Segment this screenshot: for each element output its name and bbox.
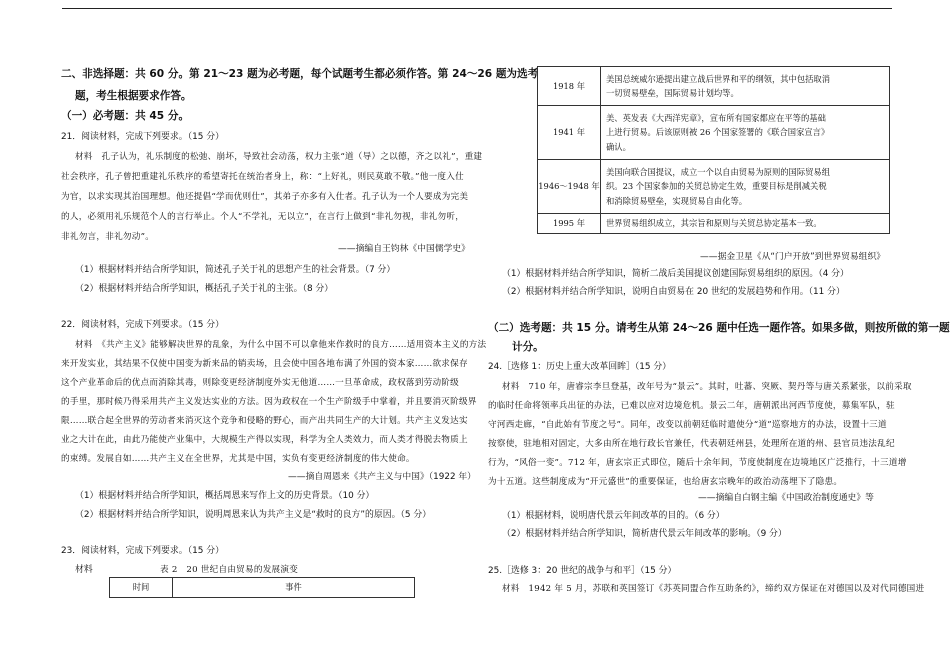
section-heading: 二、非选择题：共 60 分。第 21～23 题为必考题，每个试题考生都必须作答。第 24～26 题为选考 [61, 68, 539, 80]
q23-stem: 23．阅读材料，完成下列要求。（15 分） [61, 546, 224, 556]
q22-material-line: 业之大计在此，由此乃能使产业集中，大规模生产得以实现，科学为全人类效力，而人类才得脱去物质上 [61, 435, 468, 445]
q23-subquestion-1: （1）根据材料并结合所学知识，简析二战后美国提议创建国际贸易组织的原因。（4 分） [502, 269, 849, 279]
q21-subquestion-1: （1）根据材料并结合所学知识，简述孔子关于礼的思想产生的社会背景。（7 分） [75, 265, 396, 275]
q21-material-line: 社会秩序，孔子曾把重建礼乐秩序的希望寄托在统治者身上，称：“上好礼，则民莫敢不敬。”他一度入仕 [61, 172, 464, 182]
q22-material-line: 材料 《共产主义》能够解决世界的乱象，为什么中国不可以拿他来作救时的良方……适用资本主义的方法 [75, 340, 487, 350]
q22-material-line: 这个产业革命后的优点而消除其毒，则除变更经济制度外实无他道……一旦革命成，政权落到劳动阶级 [61, 378, 459, 388]
q23-source: ——据金卫星《从“门户开放”到世界贸易组织》 [700, 252, 886, 262]
col-header-time: 时间 [110, 578, 173, 598]
event-line: 一切贸易壁垒，国际贸易计划均等。 [606, 88, 739, 98]
q24-material-line: 守河西走廊，“自此始有节度之号”。同年，改变以前朝廷临时遣使分“道”巡察地方的办法，设置十三道 [488, 420, 887, 430]
year-cell: 1995 年 [538, 214, 601, 234]
q21-subquestion-2: （2）根据材料并结合所学知识，概括孔子关于礼的主张。（8 分） [75, 284, 334, 294]
q23-material-label: 材料 [75, 565, 93, 575]
q21-material-line: 材料 孔子认为，礼乐制度的松弛、崩坏，导致社会动荡，权力主张“道（导）之以德，齐之以礼”，重建 [75, 152, 483, 162]
q23-events-table [537, 66, 890, 234]
q25-material-line: 材料 1942 年 5 月，苏联和英国签订《苏英同盟合作互助条约》，缔约双方保证在对德国以及对代同德国进 [502, 584, 925, 594]
q24-subquestion-2: （2）根据材料并结合所学知识，简析唐代景云年间改革的影响。（9 分） [502, 529, 787, 539]
subsection-required: （一）必考题：共 45 分。 [61, 110, 190, 122]
col-header-event: 事件 [173, 578, 415, 598]
table-row [538, 214, 890, 234]
q21-source: ——摘编自王钧林《中国儒学史》 [338, 244, 470, 254]
q22-subquestion-1: （1）根据材料并结合所学知识，概括周恩来写作上文的历史背景。（10 分） [75, 491, 375, 501]
table-row [538, 160, 890, 214]
q21-stem: 21．阅读材料，完成下列要求。（15 分） [61, 132, 224, 142]
q21-material-line: 的人，必须用礼乐规范个人的言行举止。个人“不学礼，无以立”，在言行上做到“非礼勿视，非礼勿听， [61, 212, 465, 222]
q25-stem: 25.［选修 3：20 世纪的战争与和平］（15 分） [488, 566, 677, 576]
q24-material-line: 为十五道。这些制度成为“开元盛世”的重要保证，也给唐玄宗晚年的政治动荡埋下了隐患。 [488, 477, 843, 487]
event-cell [601, 160, 890, 214]
q24-material-line: 行为，“风俗一变”。712 年，唐玄宗正式即位，随后十余年间，节度使制度在边境地区广泛推行，十三道增 [488, 458, 907, 468]
subsection-elective-cont: 计分。 [512, 341, 544, 353]
table-row [538, 67, 890, 106]
q24-material-line: 按察使，驻地相对固定，大多由所在地行政长官兼任，代表朝廷州县，处理所在道的州、县官员违法乱纪 [488, 439, 895, 449]
q24-subquestion-1: （1）根据材料，说明唐代景云年间改革的目的。（6 分） [502, 511, 725, 521]
event-line: 美国向联合国提议，成立一个以自由贸易为原则的国际贸易组 [606, 166, 831, 177]
table-row [538, 106, 890, 160]
event-cell [601, 106, 890, 160]
q22-source: ——摘自周恩来《共产主义与中国》（1922 年） [288, 472, 476, 482]
q21-material-line: 非礼勿言，非礼勿动”。 [61, 232, 155, 242]
q23-subquestion-2: （2）根据材料并结合所学知识，说明自由贸易在 20 世纪的发展趋势和作用。（11 分） [502, 287, 845, 297]
q21-material-line: 为官，以求实现其治国理想。他还提倡“学而优则仕”，其弟子亦多有入仕者。孔子认为一个人要成为完美 [61, 192, 469, 202]
q24-material-line: 的临时任命将领率兵出征的办法，已难以应对边境危机。景云二年，唐朝派出河西节度使，募集军队，驻 [488, 401, 895, 411]
q22-material-line: 限……联合起全世界的劳动者来消灭这个竞争和侵略的野心，而产出共同生产的大计划。共产主义发达实 [61, 416, 468, 426]
event-line: 美、英发表《大西洋宪章》，宣布所有国家都应在平等的基础 [606, 112, 826, 123]
subsection-elective: （二）选考题：共 15 分。请考生从第 24～26 题中任选一题作答。如果多做，则按所做的第一题 [488, 322, 950, 334]
q24-stem: 24.［选修 1：历史上重大改革回眸］（15 分） [488, 362, 672, 372]
event-cell [601, 214, 890, 234]
year-cell: 1941 年 [538, 106, 601, 160]
year-cell: 1946～1948 年 [538, 160, 601, 214]
q24-source: ——摘编自白钢主编《中国政治制度通史》等 [698, 493, 874, 503]
event-line: 和消除贸易壁垒，实现贸易自由化等。 [606, 195, 748, 206]
q23-table-caption: 表 2 20 世纪自由贸易的发展演变 [160, 565, 299, 575]
year-cell: 1918 年 [538, 67, 601, 106]
top-rule [62, 8, 892, 9]
q22-material-line: 的手里，那时候乃得采用共产主义发达实业的方法。因为政权在一个生产阶级手中掌着，并且要消灭阶级界 [61, 397, 477, 407]
event-cell [601, 67, 890, 106]
q22-stem: 22．阅读材料，完成下列要求。（15 分） [61, 320, 224, 330]
q23-table-header [109, 577, 415, 598]
event-line: 确认。 [606, 141, 631, 152]
q22-material-line: 来开发实业，其结果不仅使中国变为新来品的销卖场，且会使中国各地布满了外国的资本家……欲求保存 [61, 359, 468, 369]
section-heading-cont: 题，考生根据要求作答。 [75, 90, 192, 102]
event-line: 美国总统威尔逊提出建立战后世界和平的纲领，其中包括取消 [606, 73, 831, 84]
event-line: 世界贸易组织成立，其宗旨和原则与关贸总协定基本一致。 [606, 218, 822, 228]
q22-subquestion-2: （2）根据材料并结合所学知识，说明周恩来认为共产主义是“救时的良方”的原因。（5 分） [75, 510, 432, 520]
q22-material-line: 的束缚。发展自如……共产主义在全世界，尤其是中国，实负有变更经济制度的伟大使命。 [61, 454, 415, 464]
event-line: 上进行贸易。后该原则被 26 个国家签署的《联合国家宣言》 [606, 127, 830, 138]
event-line: 织。23 个国家参加的关贸总协定生效，重要目标是削减关税 [606, 181, 827, 192]
q24-material-line: 材料 710 年，唐睿宗李旦登基，改年号为“景云”。其时，吐蕃、突厥、契丹等与唐关系紧张，以前采取 [502, 382, 912, 392]
